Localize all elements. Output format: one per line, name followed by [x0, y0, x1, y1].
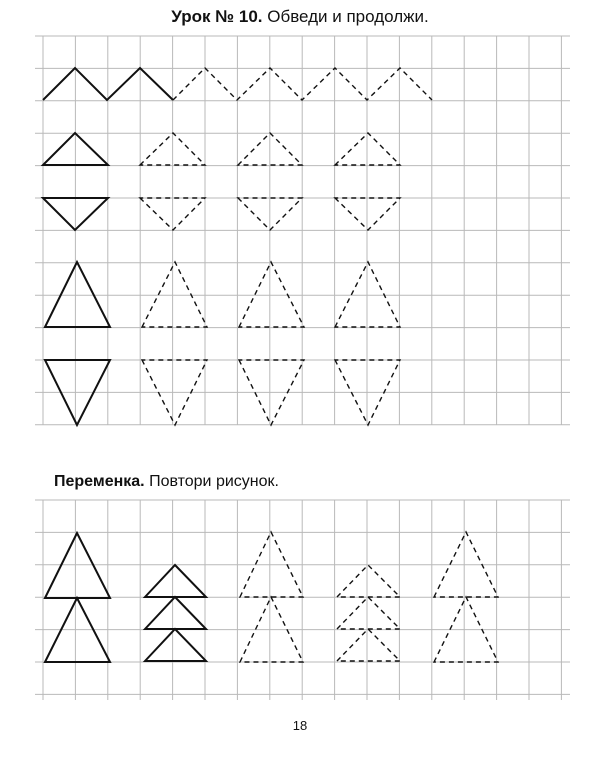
lesson-number: Урок № 10.	[171, 7, 263, 26]
break-heading	[54, 472, 279, 492]
dashed-tree-small-top	[337, 565, 400, 597]
tree-small-top	[145, 565, 206, 597]
dashed-large-triangle-up	[142, 262, 207, 327]
break-label: Переменка.	[54, 473, 145, 490]
dashed-tree-small-middle	[337, 597, 400, 629]
large-triangle-up	[45, 262, 110, 327]
grid-top	[35, 36, 570, 425]
break-instruction: Повтори рисунок.	[149, 473, 279, 490]
dashed-tree-small-bottom	[337, 629, 400, 661]
grid-bottom	[35, 500, 570, 700]
tree-small-bottom	[145, 629, 206, 661]
lesson-instruction: Обведи и продолжи.	[267, 7, 429, 26]
dashed-large-triangle-up	[239, 262, 304, 327]
page-number: 18	[292, 718, 308, 733]
tree-small-middle	[145, 597, 206, 629]
tree-large-top	[45, 533, 110, 598]
